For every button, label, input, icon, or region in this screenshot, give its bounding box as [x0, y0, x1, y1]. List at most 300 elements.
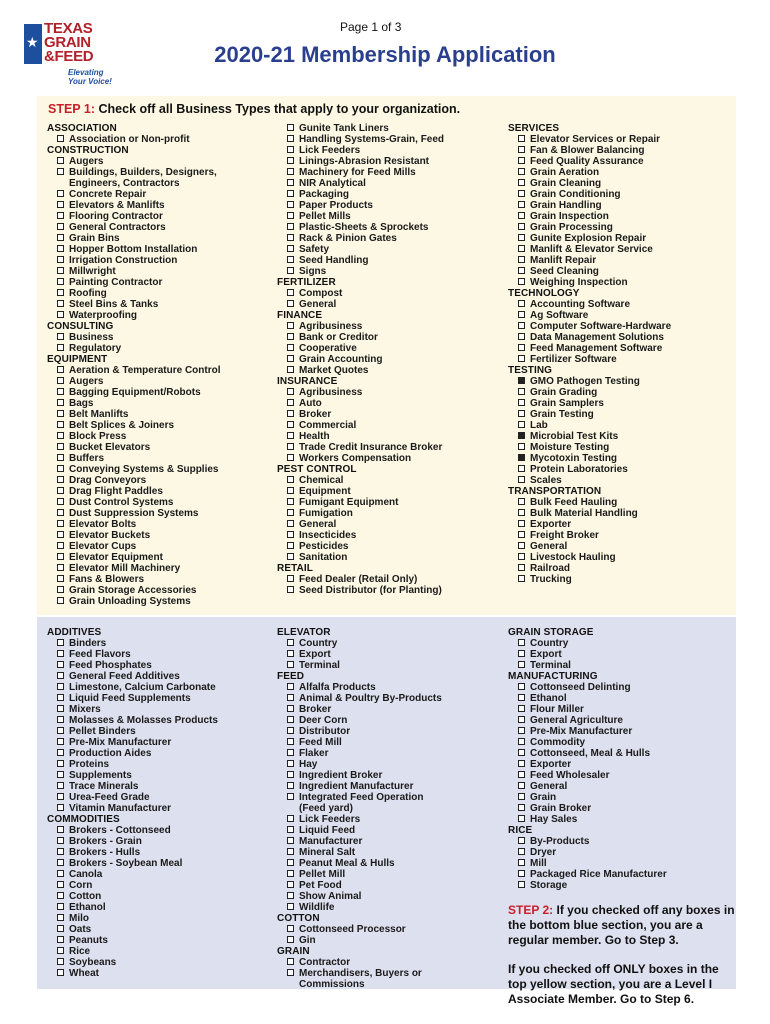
checkbox-option-wildlife[interactable] [277, 902, 502, 913]
checkbox[interactable] [57, 672, 64, 679]
checkbox[interactable] [287, 826, 294, 833]
checkbox[interactable] [287, 245, 294, 252]
checkbox[interactable] [518, 300, 525, 307]
checkbox[interactable] [518, 465, 525, 472]
checkbox[interactable] [57, 694, 64, 701]
checkbox[interactable] [57, 705, 64, 712]
checkbox-option-milo[interactable] [47, 913, 269, 924]
checkbox[interactable] [287, 782, 294, 789]
checkbox-option-feed-quality-assurance[interactable] [508, 156, 733, 167]
checkbox-option-bagging-equipment-robots[interactable] [47, 387, 269, 398]
checkbox-option-augers[interactable] [47, 156, 269, 167]
checkbox[interactable] [287, 727, 294, 734]
checkbox-option-railroad[interactable] [508, 563, 733, 574]
checkbox[interactable] [518, 881, 525, 888]
checkbox-option-manlift-repair[interactable] [508, 255, 733, 266]
checkbox[interactable] [518, 388, 525, 395]
checkbox-option-grain-cleaning[interactable] [508, 178, 733, 189]
checkbox[interactable] [518, 190, 525, 197]
checkbox-option-feed-phosphates[interactable] [47, 660, 269, 671]
checkbox[interactable] [518, 859, 525, 866]
checkbox-option-elevator-equipment[interactable] [47, 552, 269, 563]
checkbox-option-general-contractors[interactable] [47, 222, 269, 233]
checkbox-option-nir-analytical[interactable] [277, 178, 502, 189]
checkbox[interactable] [518, 476, 525, 483]
checkbox-option-vitamin-manufacturer[interactable] [47, 803, 269, 814]
checkbox-option-gin[interactable] [277, 935, 502, 946]
checkbox[interactable] [287, 333, 294, 340]
checkbox[interactable] [57, 520, 64, 527]
checkbox-option-lab[interactable] [508, 420, 733, 431]
checkbox[interactable] [518, 870, 525, 877]
checkbox[interactable] [57, 771, 64, 778]
checkbox-option-fans-blowers[interactable] [47, 574, 269, 585]
checkbox-option-cottonseed-meal-hulls[interactable] [508, 748, 733, 759]
checkbox[interactable] [518, 322, 525, 329]
checkbox[interactable] [518, 498, 525, 505]
checkbox[interactable] [518, 716, 525, 723]
checkbox[interactable] [57, 432, 64, 439]
checkbox[interactable] [287, 749, 294, 756]
checkbox[interactable] [57, 716, 64, 723]
checkbox-option-packaging[interactable] [277, 189, 502, 200]
checkbox-option-grain-aeration[interactable] [508, 167, 733, 178]
checkbox-option-grain-processing[interactable] [508, 222, 733, 233]
checkbox[interactable] [287, 650, 294, 657]
checkbox-option-trace-minerals[interactable] [47, 781, 269, 792]
checkbox-option-dryer[interactable] [508, 847, 733, 858]
checkbox[interactable] [57, 914, 64, 921]
checkbox[interactable] [518, 760, 525, 767]
checkbox-option-brokers-hulls[interactable] [47, 847, 269, 858]
checkbox[interactable] [287, 892, 294, 899]
checkbox[interactable] [57, 650, 64, 657]
checkbox-option-protein-laboratories[interactable] [508, 464, 733, 475]
checkbox-option-grain-grading[interactable] [508, 387, 733, 398]
checkbox-option-general[interactable] [508, 781, 733, 792]
checkbox[interactable] [287, 355, 294, 362]
checkbox-option-computer-software-hardware[interactable] [508, 321, 733, 332]
checkbox[interactable] [518, 311, 525, 318]
checkbox[interactable] [57, 639, 64, 646]
checkbox[interactable] [57, 399, 64, 406]
checkbox[interactable] [287, 661, 294, 668]
checkbox[interactable] [287, 190, 294, 197]
checkbox-option-general[interactable] [277, 519, 502, 530]
checkbox-option-dust-suppression-systems[interactable] [47, 508, 269, 519]
checkbox[interactable] [287, 256, 294, 263]
checkbox[interactable] [57, 168, 64, 175]
checkbox-option-auto[interactable] [277, 398, 502, 409]
checkbox-option-flooring-contractor[interactable] [47, 211, 269, 222]
checkbox-option-pesticides[interactable] [277, 541, 502, 552]
checkbox[interactable] [287, 859, 294, 866]
checkbox[interactable] [518, 575, 525, 582]
checkbox-option-roofing[interactable] [47, 288, 269, 299]
checkbox[interactable] [287, 366, 294, 373]
checkbox-option-hay-sales[interactable] [508, 814, 733, 825]
checkbox[interactable] [287, 716, 294, 723]
checkbox[interactable] [57, 311, 64, 318]
checkbox[interactable] [57, 881, 64, 888]
checkbox-option-elevator-buckets[interactable] [47, 530, 269, 541]
checkbox[interactable] [57, 586, 64, 593]
checkbox[interactable] [518, 201, 525, 208]
checkbox-option-augers[interactable] [47, 376, 269, 387]
checkbox[interactable] [518, 443, 525, 450]
checkbox[interactable] [518, 793, 525, 800]
checkbox-option-drag-conveyors[interactable] [47, 475, 269, 486]
checkbox[interactable] [518, 749, 525, 756]
checkbox[interactable] [57, 870, 64, 877]
checkbox-option-fumigant-equipment[interactable] [277, 497, 502, 508]
checkbox[interactable] [287, 738, 294, 745]
checkbox-option-workers-compensation[interactable] [277, 453, 502, 464]
checkbox-option-waterproofing[interactable] [47, 310, 269, 321]
checkbox-option-merchandisers-buyers-or-commissions[interactable] [277, 968, 502, 990]
checkbox[interactable] [57, 947, 64, 954]
checkbox[interactable] [57, 749, 64, 756]
checkbox-option-cooperative[interactable] [277, 343, 502, 354]
checkbox-option-feed-flavors[interactable] [47, 649, 269, 660]
checkbox-option-gunite-tank-liners[interactable] [277, 123, 502, 134]
checkbox-option-millwright[interactable] [47, 266, 269, 277]
checkbox[interactable] [518, 727, 525, 734]
checkbox-option-exporter[interactable] [508, 759, 733, 770]
checkbox-option-data-management-solutions[interactable] [508, 332, 733, 343]
checkbox-option-grain-broker[interactable] [508, 803, 733, 814]
checkbox[interactable] [287, 388, 294, 395]
checkbox[interactable] [57, 454, 64, 461]
checkbox-option-safety[interactable] [277, 244, 502, 255]
checkbox-option-dust-control-systems[interactable] [47, 497, 269, 508]
checkbox-option-mycotoxin-testing[interactable] [508, 453, 733, 464]
checkbox-option-peanuts[interactable] [47, 935, 269, 946]
checkbox-option-signs[interactable] [277, 266, 502, 277]
checkbox-option-plastic-sheets-sprockets[interactable] [277, 222, 502, 233]
checkbox-option-terminal[interactable] [277, 660, 502, 671]
checkbox-option-insecticides[interactable] [277, 530, 502, 541]
checkbox-option-compost[interactable] [277, 288, 502, 299]
checkbox[interactable] [287, 432, 294, 439]
checkbox[interactable] [287, 399, 294, 406]
checkbox-option-country[interactable] [508, 638, 733, 649]
checkbox-option-elevator-cups[interactable] [47, 541, 269, 552]
checkbox[interactable] [57, 531, 64, 538]
checkbox-option-mill[interactable] [508, 858, 733, 869]
checkbox-option-country[interactable] [277, 638, 502, 649]
checkbox[interactable] [57, 804, 64, 811]
checkbox-option-exporter[interactable] [508, 519, 733, 530]
checkbox[interactable] [57, 958, 64, 965]
checkbox-option-ag-software[interactable] [508, 310, 733, 321]
checkbox-option-grain-conditioning[interactable] [508, 189, 733, 200]
checkbox-option-seed-distributor-for-planting[interactable] [277, 585, 502, 596]
checkbox[interactable] [287, 870, 294, 877]
checkbox-option-hay[interactable] [277, 759, 502, 770]
checkbox-option-association-or-non-profit[interactable] [47, 134, 269, 145]
checkbox[interactable] [57, 683, 64, 690]
checkbox[interactable] [518, 804, 525, 811]
checkbox[interactable] [518, 683, 525, 690]
checkbox-option-pre-mix-manufacturer[interactable] [47, 737, 269, 748]
checkbox-option-alfalfa-products[interactable] [277, 682, 502, 693]
checkbox-option-conveying-systems-supplies[interactable] [47, 464, 269, 475]
checkbox[interactable] [518, 782, 525, 789]
checkbox[interactable] [518, 553, 525, 560]
checkbox[interactable] [57, 925, 64, 932]
checkbox[interactable] [518, 509, 525, 516]
checkbox-option-elevator-mill-machinery[interactable] [47, 563, 269, 574]
checkbox[interactable] [287, 520, 294, 527]
checkbox-option-bucket-elevators[interactable] [47, 442, 269, 453]
checkbox[interactable] [57, 377, 64, 384]
checkbox-option-packaged-rice-manufacturer[interactable] [508, 869, 733, 880]
checkbox[interactable] [287, 694, 294, 701]
checkbox[interactable] [287, 168, 294, 175]
checkbox-option-agribusiness[interactable] [277, 387, 502, 398]
checkbox-option-handling-systems-grain-feed[interactable] [277, 134, 502, 145]
checkbox[interactable] [57, 300, 64, 307]
checkbox[interactable] [518, 815, 525, 822]
checkbox-option-ingredient-manufacturer[interactable] [277, 781, 502, 792]
checkbox[interactable] [57, 278, 64, 285]
checkbox-option-flour-miller[interactable] [508, 704, 733, 715]
checkbox[interactable] [57, 969, 64, 976]
checkbox[interactable] [57, 212, 64, 219]
checkbox[interactable] [287, 487, 294, 494]
checkbox-option-chemical[interactable] [277, 475, 502, 486]
checkbox[interactable] [518, 694, 525, 701]
checkbox-option-accounting-software[interactable] [508, 299, 733, 310]
checkbox-option-oats[interactable] [47, 924, 269, 935]
checkbox[interactable] [57, 333, 64, 340]
checkbox[interactable] [57, 201, 64, 208]
checkbox-option-show-animal[interactable] [277, 891, 502, 902]
checkbox-option-painting-contractor[interactable] [47, 277, 269, 288]
checkbox-option-machinery-for-feed-mills[interactable] [277, 167, 502, 178]
checkbox-option-animal-poultry-by-products[interactable] [277, 693, 502, 704]
checkbox[interactable] [57, 892, 64, 899]
checkbox-option-seed-handling[interactable] [277, 255, 502, 266]
checkbox-option-steel-bins-tanks[interactable] [47, 299, 269, 310]
checkbox-option-contractor[interactable] [277, 957, 502, 968]
checkbox[interactable] [287, 586, 294, 593]
checkbox[interactable] [518, 661, 525, 668]
checkbox-option-proteins[interactable] [47, 759, 269, 770]
checkbox[interactable] [287, 135, 294, 142]
checkbox-option-broker[interactable] [277, 409, 502, 420]
checkbox-option-bulk-feed-hauling[interactable] [508, 497, 733, 508]
checkbox[interactable] [518, 168, 525, 175]
checkbox-option-grain-inspection[interactable] [508, 211, 733, 222]
checked-checkbox[interactable] [518, 377, 525, 384]
checkbox[interactable] [287, 542, 294, 549]
checkbox-option-production-aides[interactable] [47, 748, 269, 759]
checkbox-option-ingredient-broker[interactable] [277, 770, 502, 781]
checkbox[interactable] [518, 355, 525, 362]
checkbox-option-trucking[interactable] [508, 574, 733, 585]
checkbox[interactable] [518, 531, 525, 538]
checkbox[interactable] [287, 322, 294, 329]
checkbox-option-freight-broker[interactable] [508, 530, 733, 541]
checkbox-option-health[interactable] [277, 431, 502, 442]
checkbox[interactable] [287, 344, 294, 351]
checkbox-option-grain-storage-accessories[interactable] [47, 585, 269, 596]
checkbox[interactable] [57, 936, 64, 943]
checkbox-option-feed-mill[interactable] [277, 737, 502, 748]
checkbox-option-trade-credit-insurance-broker[interactable] [277, 442, 502, 453]
checkbox[interactable] [287, 903, 294, 910]
checkbox-option-hopper-bottom-installation[interactable] [47, 244, 269, 255]
checkbox[interactable] [287, 509, 294, 516]
checkbox-option-grain-unloading-systems[interactable] [47, 596, 269, 607]
checkbox-option-manufacturer[interactable] [277, 836, 502, 847]
checkbox-option-pellet-mills[interactable] [277, 211, 502, 222]
checkbox-option-corn[interactable] [47, 880, 269, 891]
checkbox-option-general[interactable] [508, 541, 733, 552]
checkbox-option-belt-manlifts[interactable] [47, 409, 269, 420]
checkbox-option-by-products[interactable] [508, 836, 733, 847]
checkbox[interactable] [518, 564, 525, 571]
checkbox[interactable] [57, 564, 64, 571]
checkbox[interactable] [287, 157, 294, 164]
checkbox[interactable] [57, 344, 64, 351]
checkbox-option-fertilizer-software[interactable] [508, 354, 733, 365]
checkbox[interactable] [287, 771, 294, 778]
checkbox[interactable] [287, 705, 294, 712]
checkbox[interactable] [518, 223, 525, 230]
checkbox[interactable] [518, 179, 525, 186]
checkbox[interactable] [287, 925, 294, 932]
checkbox-option-molasses-molasses-products[interactable] [47, 715, 269, 726]
checkbox-option-agribusiness[interactable] [277, 321, 502, 332]
checkbox-option-urea-feed-grade[interactable] [47, 792, 269, 803]
checkbox-option-flaker[interactable] [277, 748, 502, 759]
checkbox-option-seed-cleaning[interactable] [508, 266, 733, 277]
checkbox-option-grain[interactable] [508, 792, 733, 803]
checkbox[interactable] [518, 135, 525, 142]
checkbox[interactable] [518, 234, 525, 241]
checkbox[interactable] [57, 289, 64, 296]
checkbox-option-bags[interactable] [47, 398, 269, 409]
checkbox[interactable] [57, 465, 64, 472]
checkbox[interactable] [287, 683, 294, 690]
checkbox[interactable] [57, 837, 64, 844]
checkbox-option-soybeans[interactable] [47, 957, 269, 968]
checkbox-option-deer-corn[interactable] [277, 715, 502, 726]
checkbox-option-liquid-feed-supplements[interactable] [47, 693, 269, 704]
checkbox-option-microbial-test-kits[interactable] [508, 431, 733, 442]
checkbox-option-binders[interactable] [47, 638, 269, 649]
checkbox-option-weighing-inspection[interactable] [508, 277, 733, 288]
checkbox[interactable] [518, 771, 525, 778]
checkbox[interactable] [287, 531, 294, 538]
checkbox-option-grain-handling[interactable] [508, 200, 733, 211]
checkbox-option-distributor[interactable] [277, 726, 502, 737]
checkbox-option-business[interactable] [47, 332, 269, 343]
checkbox-option-paper-products[interactable] [277, 200, 502, 211]
checkbox[interactable] [287, 146, 294, 153]
checkbox-option-moisture-testing[interactable] [508, 442, 733, 453]
checkbox[interactable] [287, 936, 294, 943]
checkbox-option-regulatory[interactable] [47, 343, 269, 354]
checkbox-option-brokers-cottonseed[interactable] [47, 825, 269, 836]
checkbox[interactable] [57, 848, 64, 855]
checkbox-option-brokers-soybean-meal[interactable] [47, 858, 269, 869]
checkbox-option-drag-flight-paddles[interactable] [47, 486, 269, 497]
checkbox-option-commercial[interactable] [277, 420, 502, 431]
checkbox[interactable] [57, 727, 64, 734]
checkbox[interactable] [57, 157, 64, 164]
checkbox[interactable] [518, 639, 525, 646]
checkbox[interactable] [518, 650, 525, 657]
checkbox[interactable] [57, 421, 64, 428]
checkbox[interactable] [518, 267, 525, 274]
checkbox[interactable] [57, 267, 64, 274]
checkbox[interactable] [287, 234, 294, 241]
checkbox[interactable] [57, 782, 64, 789]
checkbox[interactable] [287, 476, 294, 483]
checkbox[interactable] [57, 575, 64, 582]
checkbox-option-irrigation-construction[interactable] [47, 255, 269, 266]
checkbox[interactable] [57, 366, 64, 373]
checkbox-option-pellet-binders[interactable] [47, 726, 269, 737]
checkbox[interactable] [287, 300, 294, 307]
checkbox-option-pre-mix-manufacturer[interactable] [508, 726, 733, 737]
checkbox[interactable] [287, 969, 294, 976]
checkbox[interactable] [287, 443, 294, 450]
checkbox-option-manlift-elevator-service[interactable] [508, 244, 733, 255]
checkbox[interactable] [57, 410, 64, 417]
checkbox[interactable] [287, 223, 294, 230]
checkbox-option-terminal[interactable] [508, 660, 733, 671]
checkbox-option-scales[interactable] [508, 475, 733, 486]
checkbox-option-belt-splices-joiners[interactable] [47, 420, 269, 431]
checkbox-option-gunite-explosion-repair[interactable] [508, 233, 733, 244]
checkbox[interactable] [57, 661, 64, 668]
checkbox-option-grain-bins[interactable] [47, 233, 269, 244]
checkbox[interactable] [287, 179, 294, 186]
checkbox-option-wheat[interactable] [47, 968, 269, 979]
checkbox-option-lick-feeders[interactable] [277, 145, 502, 156]
checkbox[interactable] [287, 793, 294, 800]
checkbox-option-sanitation[interactable] [277, 552, 502, 563]
checkbox[interactable] [287, 639, 294, 646]
checkbox[interactable] [57, 487, 64, 494]
checkbox[interactable] [57, 509, 64, 516]
checkbox[interactable] [57, 498, 64, 505]
checkbox[interactable] [518, 245, 525, 252]
checkbox[interactable] [518, 333, 525, 340]
checkbox[interactable] [518, 157, 525, 164]
checkbox[interactable] [287, 454, 294, 461]
checkbox[interactable] [57, 826, 64, 833]
checkbox[interactable] [57, 388, 64, 395]
checkbox-option-grain-accounting[interactable] [277, 354, 502, 365]
checkbox-option-limestone-calcium-carbonate[interactable] [47, 682, 269, 693]
checkbox-option-supplements[interactable] [47, 770, 269, 781]
checkbox-option-general-agriculture[interactable] [508, 715, 733, 726]
checkbox-option-mineral-salt[interactable] [277, 847, 502, 858]
checkbox[interactable] [287, 498, 294, 505]
checkbox-option-pet-food[interactable] [277, 880, 502, 891]
checkbox[interactable] [287, 553, 294, 560]
checkbox[interactable] [287, 267, 294, 274]
checkbox[interactable] [518, 278, 525, 285]
checkbox[interactable] [57, 135, 64, 142]
checkbox[interactable] [287, 201, 294, 208]
